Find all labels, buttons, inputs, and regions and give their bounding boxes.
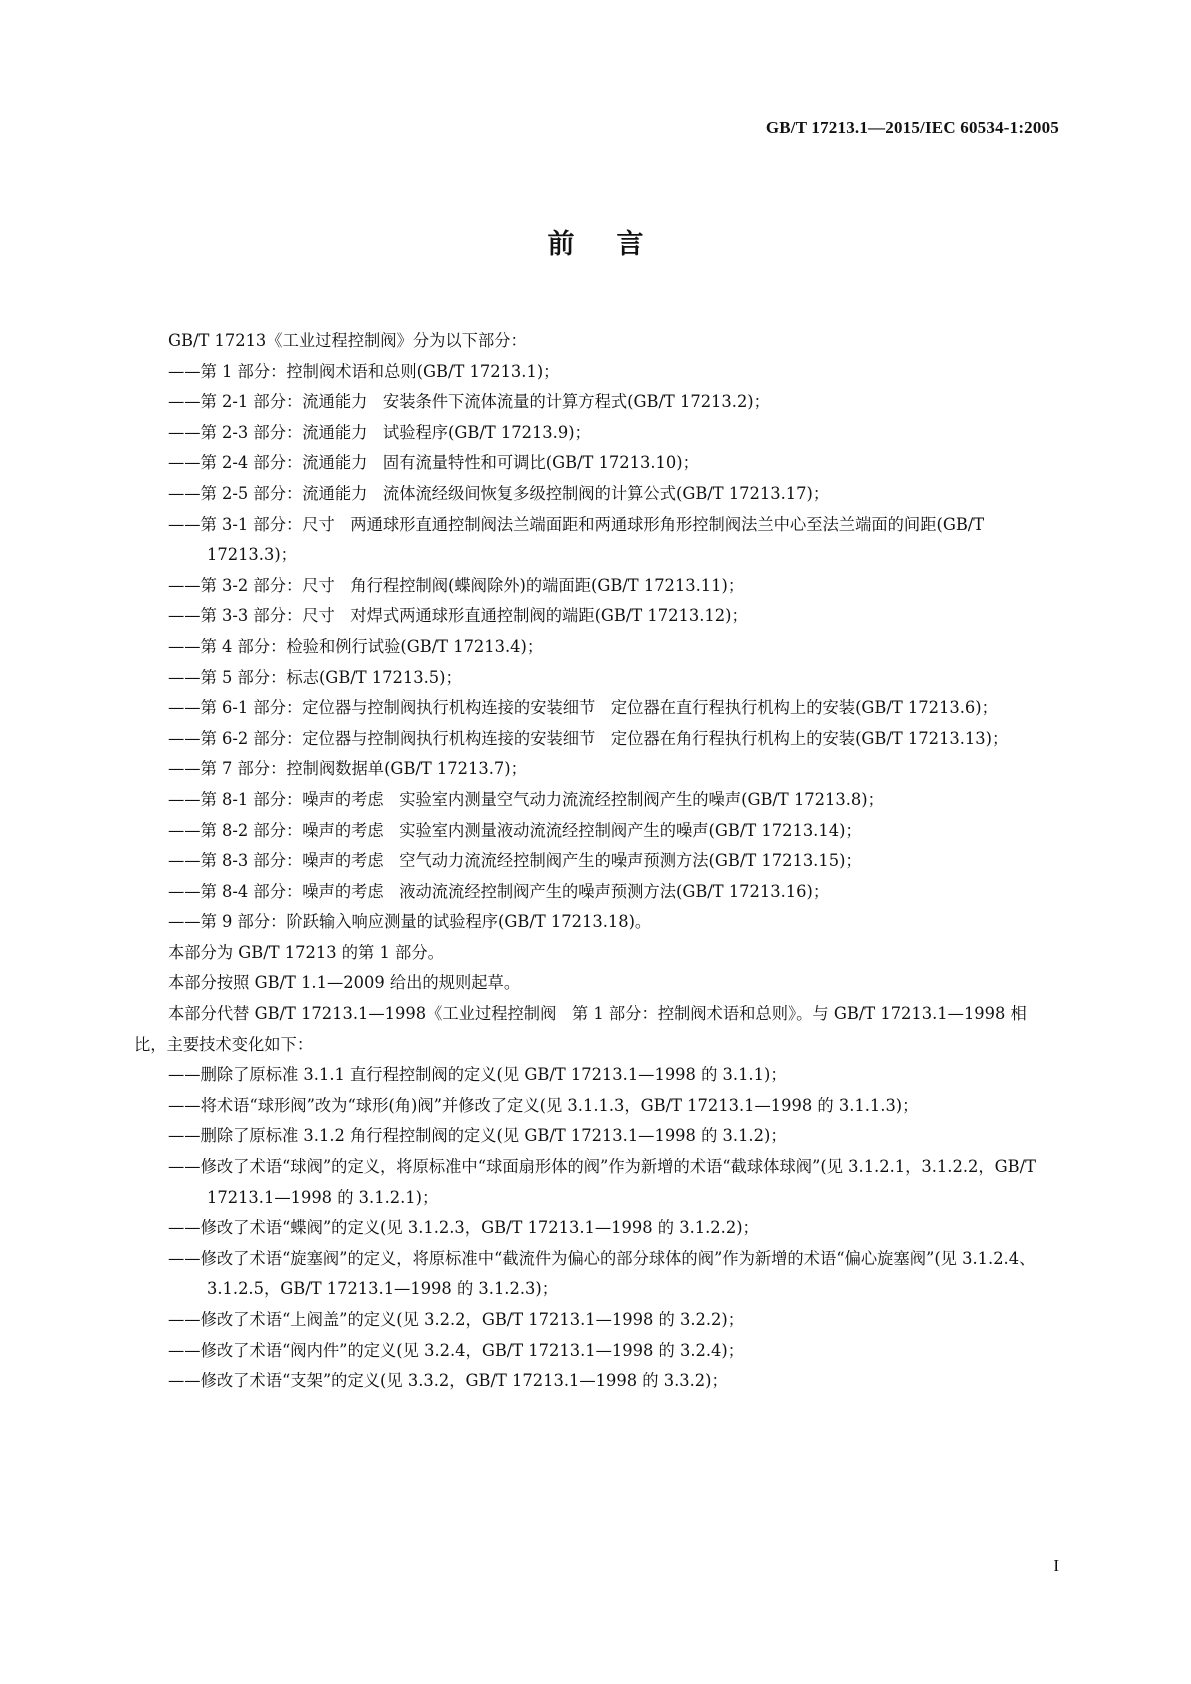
list-item: ——第 2-3 部分：流通能力 试验程序(GB/T 17213.9)；	[168, 422, 591, 442]
list-item: ——修改了术语“球阀”的定义，将原标准中“球面扇形体的阀”作为新增的术语“截球体球阀”(见 3.1.2.1，3.1.2.2，GB/T 17213.1—1998 的 3.1.2.1)；	[168, 1157, 1042, 1207]
list-item: ——第 2-5 部分：流通能力 流体流经级间恢复多级控制阀的计算公式(GB/T 17213.17)；	[168, 483, 830, 503]
list-item: ——修改了术语“上阀盖”的定义(见 3.2.2，GB/T 17213.1—1998 的 3.2.2)；	[168, 1310, 745, 1329]
parts-list	[134, 357, 1058, 938]
list-item: ——第 8-4 部分：噪声的考虑 液动流流经控制阀产生的噪声预测方法(GB/T 17213.16)；	[168, 881, 830, 901]
list-item: ——第 8-2 部分：噪声的考虑 实验室内测量液动流流经控制阀产生的噪声(GB/T 17213.14)；	[168, 820, 862, 840]
drafting-rule-statement: 本部分按照 GB/T 1.1—2009 给出的规则起草。	[168, 973, 521, 993]
list-item: ——第 7 部分：控制阀数据单(GB/T 17213.7)；	[168, 759, 527, 779]
page-number: I	[1053, 1556, 1059, 1575]
list-item: ——第 3-3 部分：尺寸 对焊式两通球形直通控制阀的端距(GB/T 17213.12)；	[168, 606, 748, 626]
list-item: ——第 1 部分：控制阀术语和总则(GB/T 17213.1)；	[168, 361, 560, 381]
part-of-statement: 本部分为 GB/T 17213 的第 1 部分。	[168, 942, 444, 962]
list-item: ——修改了术语“支架”的定义(见 3.3.2，GB/T 17213.1—1998 的 3.3.2)；	[168, 1371, 728, 1391]
changes-list	[134, 1060, 1058, 1397]
list-item: ——第 5 部分：标志(GB/T 17213.5)；	[168, 667, 462, 687]
list-item: ——第 6-2 部分：定位器与控制阀执行机构连接的安装细节 定位器在角行程执行机构上的安装(GB/T 17213.13)；	[168, 728, 1009, 748]
list-item: ——第 2-4 部分：流通能力 固有流量特性和可调比(GB/T 17213.10)；	[168, 453, 699, 473]
list-item: ——修改了术语“旋塞阀”的定义，将原标准中“截流件为偏心的部分球体的阀”作为新增的术语“偏心旋塞阀”(见 3.1.2.4、3.1.2.5，GB/T 17213.1—1998 的 3.1.2.3)；	[168, 1248, 1036, 1299]
page-title: 前言	[547, 229, 686, 260]
list-item: ——第 4 部分：检验和例行试验(GB/T 17213.4)；	[168, 636, 544, 656]
replaces-statement: 本部分代替 GB/T 17213.1—1998《工业过程控制阀 第 1 部分：控制阀术语和总则》。与 GB/T 17213.1—1998 相比，主要技术变化如下：	[134, 1004, 1027, 1054]
list-item: ——修改了术语“蝶阀”的定义(见 3.1.2.3，GB/T 17213.1—1998 的 3.1.2.2)；	[168, 1218, 759, 1238]
standard-number: GB/T 17213.1—2015/IEC 60534-1:2005	[765, 118, 1059, 137]
list-item: ——第 3-2 部分：尺寸 角行程控制阀(蝶阀除外)的端面距(GB/T 17213.11)；	[168, 575, 745, 595]
intro-paragraph: GB/T 17213《工业过程控制阀》分为以下部分：	[168, 331, 527, 350]
list-item: ——第 6-1 部分：定位器与控制阀执行机构连接的安装细节 定位器在直行程执行机构上的安装(GB/T 17213.6)；	[168, 698, 998, 718]
list-item: ——第 8-3 部分：噪声的考虑 空气动力流流经控制阀产生的噪声预测方法(GB/T 17213.15)；	[168, 851, 862, 871]
foreword-body	[134, 326, 1058, 1397]
list-item: ——修改了术语“阀内件”的定义(见 3.2.4，GB/T 17213.1—1998 的 3.2.4)；	[168, 1340, 745, 1360]
list-item: ——删除了原标准 3.1.1 直行程控制阀的定义(见 GB/T 17213.1—1998 的 3.1.1)；	[168, 1065, 787, 1085]
list-item: ——第 2-1 部分：流通能力 安装条件下流体流量的计算方程式(GB/T 17213.2)；	[168, 392, 770, 412]
list-item: ——第 9 部分：阶跃输入响应测量的试验程序(GB/T 17213.18)。	[168, 912, 652, 932]
list-item: ——第 3-1 部分：尺寸 两通球形直通控制阀法兰端面距和两通球形角形控制阀法兰中心至法兰端面的间距(GB/T 17213.3)；	[168, 514, 990, 565]
list-item: ——第 8-1 部分：噪声的考虑 实验室内测量空气动力流流经控制阀产生的噪声(GB/T 17213.8)；	[168, 789, 884, 809]
list-item: ——删除了原标准 3.1.2 角行程控制阀的定义(见 GB/T 17213.1—1998 的 3.1.2)；	[168, 1126, 787, 1146]
list-item: ——将术语“球形阀”改为“球形(角)阀”并修改了定义(见 3.1.1.3，GB/T 17213.1—1998 的 3.1.1.3)；	[168, 1095, 919, 1115]
